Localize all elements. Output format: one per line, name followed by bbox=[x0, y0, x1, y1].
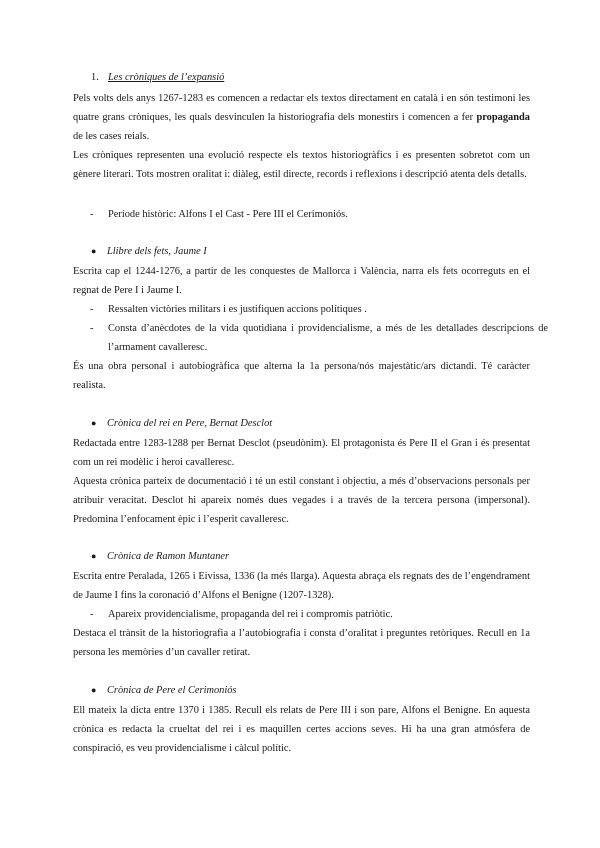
section-title: Les cròniques de l’expansió bbox=[108, 72, 225, 83]
bullet-icon: ● bbox=[91, 551, 97, 561]
paragraph-desclot-1: Redactada entre 1283-1288 per Bernat Desclot (pseudònim). El protagonista és Pere II el Gran i és presentat com un rei modèlic i heroi cavalleresc. bbox=[73, 438, 530, 468]
paragraph-desclot-2: Aquesta crònica parteix de documentació i té un estil constant i objectiu, a més d’observacions personals per atribuir veracitat. Desclot hi apareix només dues vegades i a través de la tercera persona (impersonal). Predomina l’enfocament èpic i l’esperit cavalleresc. bbox=[73, 476, 530, 525]
dash-item-victories bbox=[90, 300, 548, 319]
dash-marker: - bbox=[90, 304, 94, 315]
section-heading bbox=[91, 68, 548, 87]
paragraph-evolution: Les cròniques representen una evolució respecte els textos historiogràfics i es presenten sobretot com un gènere literari. Tots mostren oralitat i: diàleg, estil directe, records i reflexions i descripció atenta dels detalls. bbox=[73, 150, 530, 180]
paragraph-intro bbox=[73, 89, 530, 146]
dash-marker: - bbox=[90, 609, 94, 620]
subsection-title: Crònica de Ramon Muntaner bbox=[107, 551, 230, 562]
paragraph-cerimonios-1: Ell mateix la dicta entre 1370 i 1385. Recull els relats de Pere III i son pare, Alfons el Benigne. En aquesta crònica es redacta la crueltat del rei i es maquillen certes accions seves. Hi ha una gran atmósfera de conspiració, es veu providencialisme i càlcul polític. bbox=[73, 705, 530, 754]
dash-item-anecdotes bbox=[90, 319, 548, 357]
dash-item-text: Ressalten victòries militars i es justifiquen accions polítiques . bbox=[108, 304, 367, 315]
paragraph-text: Pels volts dels anys 1267-1283 es comencen a redactar els textos directament en català i en són testimoni les quatre grans cròniques, les quals desvinculen la historiografia dels monestirs i comencen a fer bbox=[73, 93, 530, 123]
dash-item-text: Període històric: Alfons I el Cast - Pere III el Cerimoniós. bbox=[108, 209, 348, 220]
bullet-icon: ● bbox=[91, 685, 97, 695]
subsection-title: Crònica del rei en Pere, Bernat Desclot bbox=[107, 418, 273, 429]
subsection-heading-muntaner bbox=[91, 547, 548, 566]
dash-item-text: Consta d’anècdotes de la vida quotidiana i providencialisme, a més de les detallades descripcions de l’armament cavalleresc. bbox=[108, 323, 548, 353]
bullet-icon: ● bbox=[91, 246, 97, 256]
section-number: 1. bbox=[91, 72, 99, 83]
dash-item-period bbox=[90, 205, 548, 224]
dash-marker: - bbox=[90, 323, 94, 334]
subsection-title: Crònica de Pere el Cerimoniós bbox=[107, 685, 237, 696]
dash-item-providencialisme bbox=[90, 605, 548, 624]
subsection-heading-llibre bbox=[91, 242, 548, 261]
subsection-heading-cerimonios bbox=[91, 681, 548, 700]
paragraph-llibre-1: Escrita cap el 1244-1276, a partir de les conquestes de Mallorca i València, narra els fets ocorreguts en el regnat de Pere I i Jaume I. bbox=[73, 266, 530, 296]
paragraph-text: de les cases reials. bbox=[73, 131, 150, 142]
bullet-icon: ● bbox=[91, 418, 97, 428]
bold-term: propaganda bbox=[476, 112, 530, 123]
paragraph-muntaner-2: Destaca el trànsit de la historiografia a l’autobiografia i consta d’oralitat i preguntes retòriques. Recull en 1a persona les memòries d’un cavaller retirat. bbox=[73, 628, 530, 658]
subsection-heading-desclot bbox=[91, 414, 548, 433]
paragraph-muntaner-1: Escrita entre Peralada, 1265 i Eivissa, 1336 (la més llarga). Aquesta abraça els regnats des de l’engendrament de Jaume I fins la coronació d’Alfons el Benigne (1207-1328). bbox=[73, 571, 530, 601]
paragraph-llibre-2: És una obra personal i autobiogràfica que alterna la 1a persona/nós majestàtic/ars dictandi. Té caràcter realista. bbox=[73, 361, 530, 391]
subsection-title: Llibre dels fets, Jaume I bbox=[107, 246, 207, 257]
dash-marker: - bbox=[90, 209, 94, 220]
dash-item-text: Apareix providencialisme, propaganda del rei i compromís patriòtic. bbox=[108, 609, 393, 620]
